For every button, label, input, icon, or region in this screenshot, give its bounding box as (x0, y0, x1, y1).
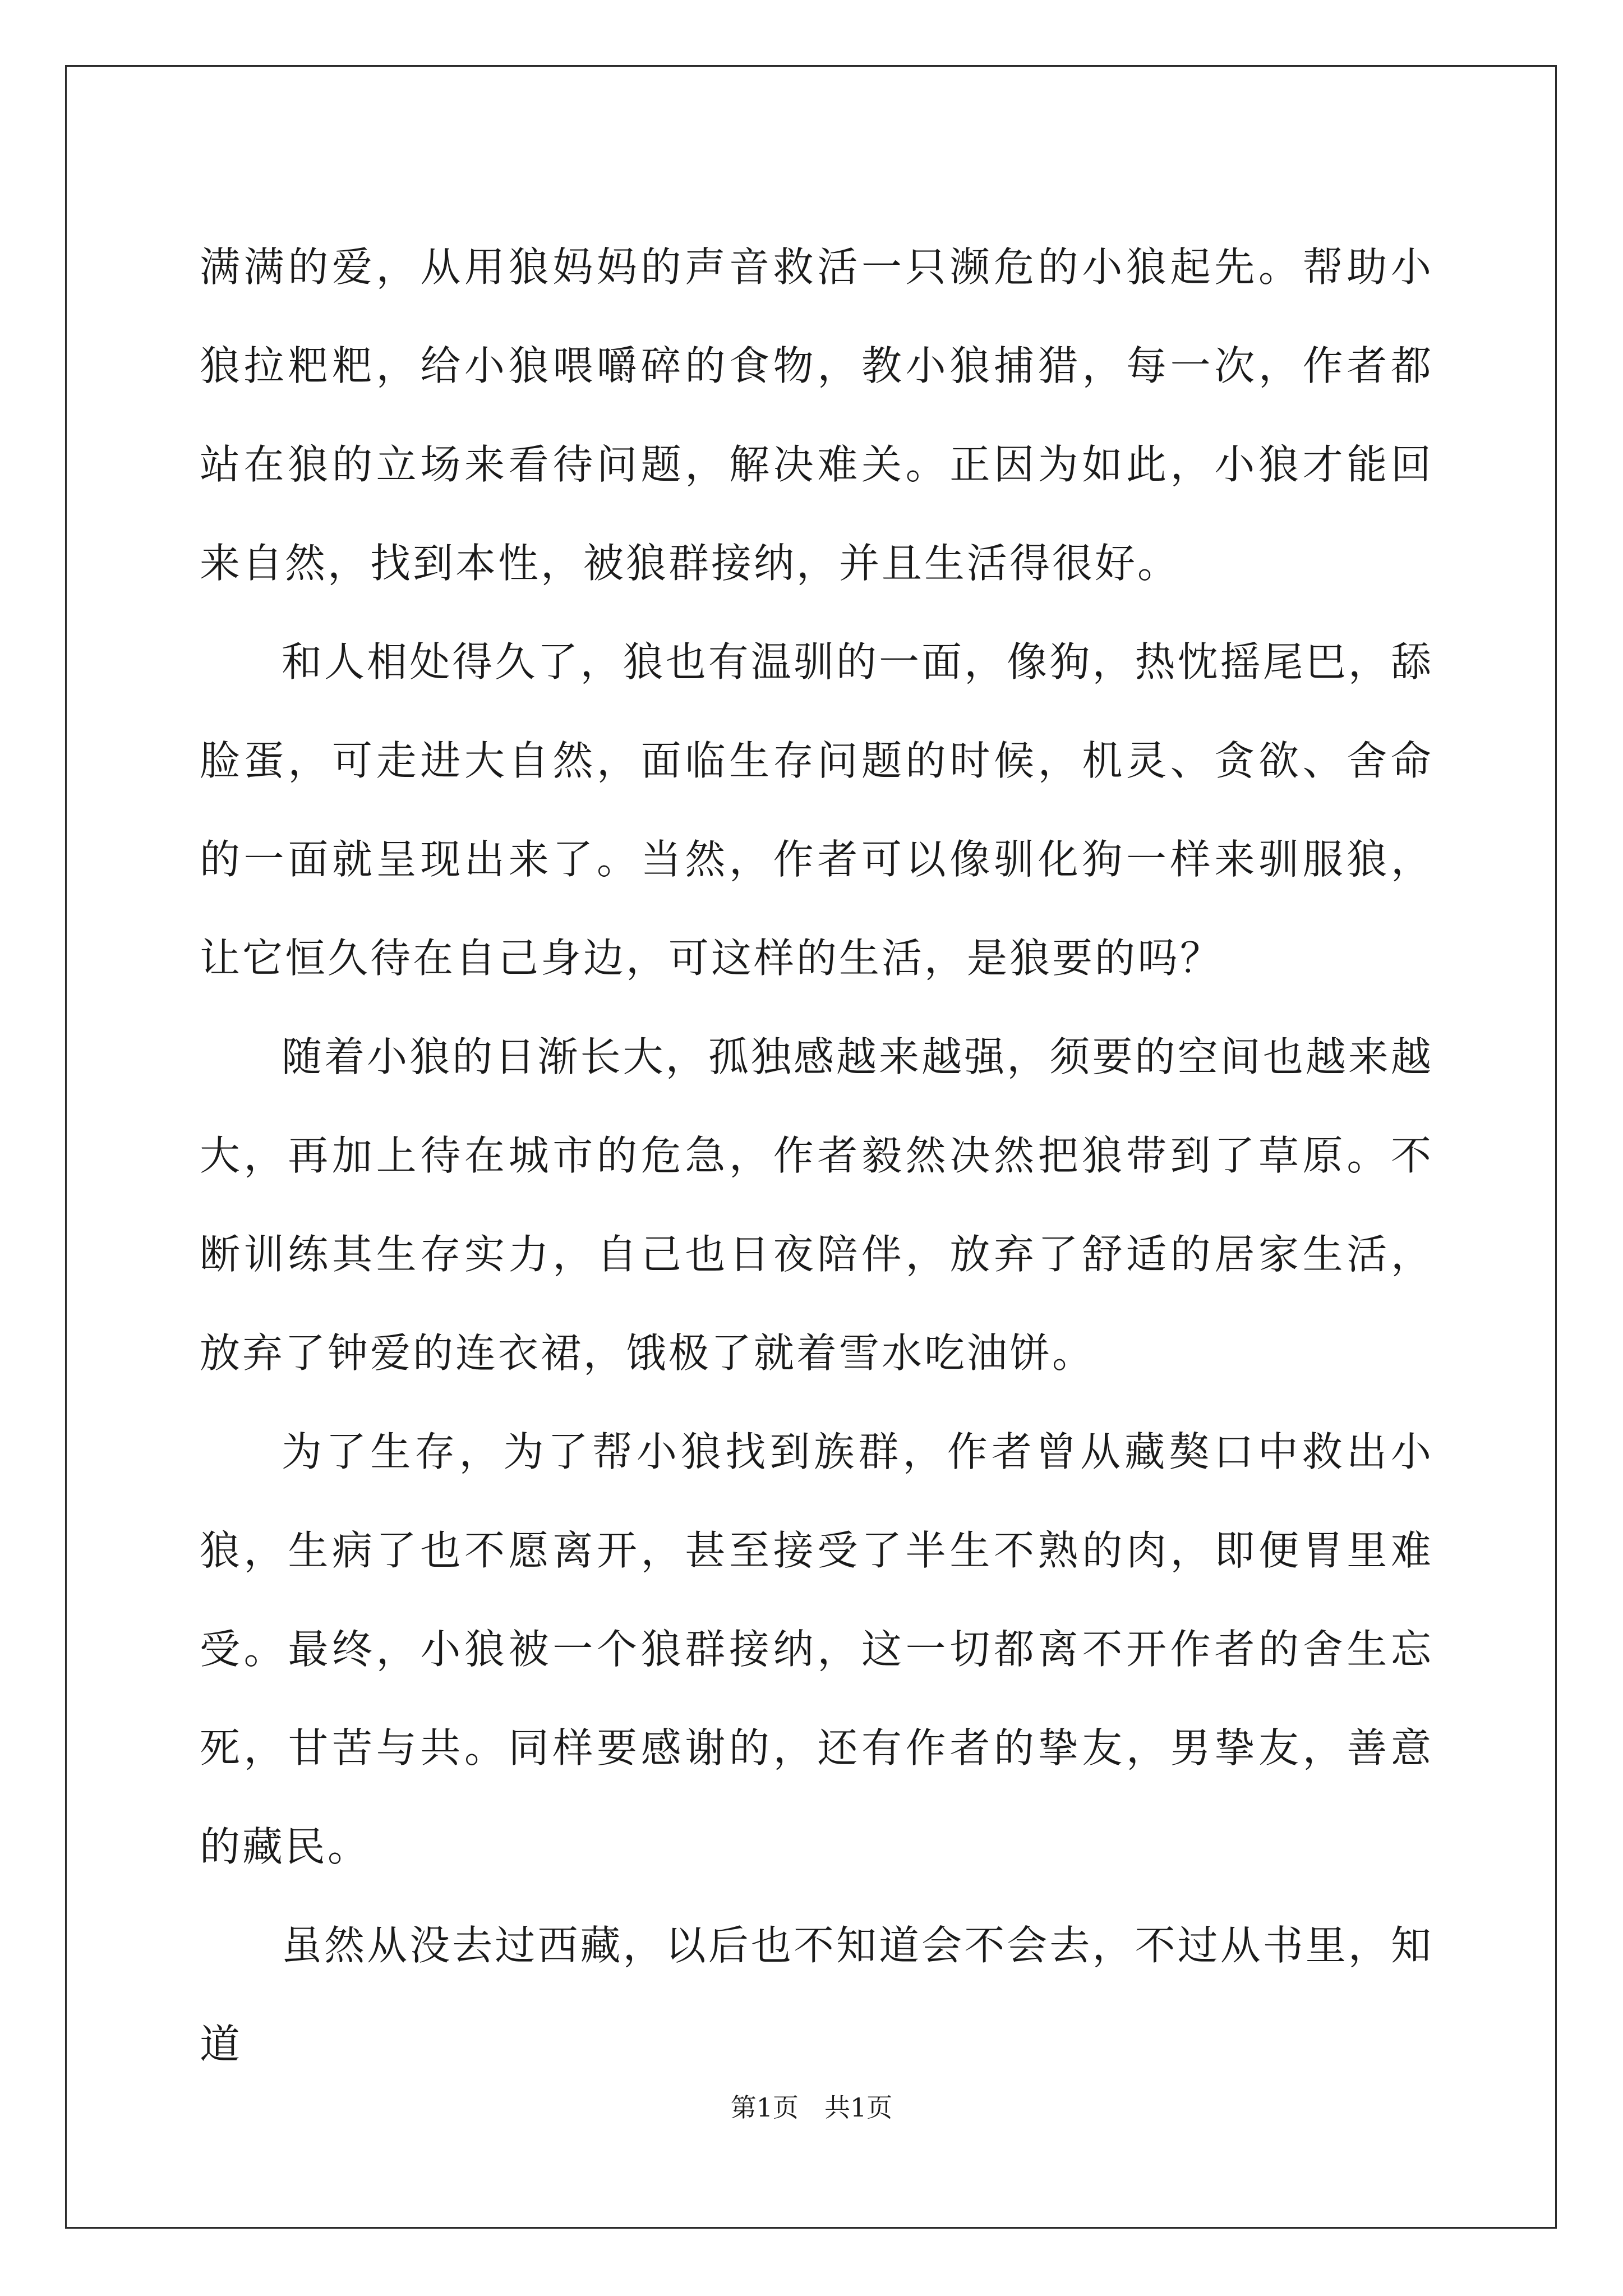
paragraph-2: 和人相处得久了，狼也有温驯的一面，像狗，热忱摇尾巴，舔脸蛋，可走进大自然，面临生存问题的时候，机灵、贪欲、舍命的一面就呈现出来了。当然，作者可以像驯化狗一样来驯服狼，让它恒久待在自己身边，可这样的生活，是狼要的吗？ (200, 638, 1433, 982)
paragraph-5: 虽然从没去过西藏，以后也不知道会不会去，不过从书里，知道 (200, 1922, 1433, 2068)
document-body (200, 218, 1433, 2093)
paragraph-4: 为了生存，为了帮小狼找到族群，作者曾从藏獒口中救出小狼，生病了也不愿离开，甚至接受了半生不熟的肉，即便胃里难受。最终，小狼被一个狼群接纳，这一切都离不开作者的舍生忘死，甘苦与共。同样要感谢的，还有作者的挚友，男挚友，善意的藏民。 (200, 1428, 1433, 1870)
page-number-current: 第1页 (730, 2092, 799, 2123)
paragraph-1: 满满的爱，从用狼妈妈的声音救活一只濒危的小狼起先。帮助小狼拉粑粑，给小狼喂嚼碎的食物，教小狼捕猎，每一次，作者都站在狼的立场来看待问题，解决难关。正因为如此，小狼才能回来自然，找到本性，被狼群接纳，并且生活得很好。 (200, 243, 1433, 587)
page-number-total: 共1页 (824, 2092, 893, 2123)
page-footer (0, 2091, 1623, 2124)
paragraph-3: 随着小狼的日渐长大，孤独感越来越强，须要的空间也越来越大，再加上待在城市的危急，作者毅然决然把狼带到了草原。不断训练其生存实力，自己也日夜陪伴，放弃了舒适的居家生活，放弃了钟爱的连衣裙，饿极了就着雪水吃油饼。 (200, 1033, 1433, 1377)
